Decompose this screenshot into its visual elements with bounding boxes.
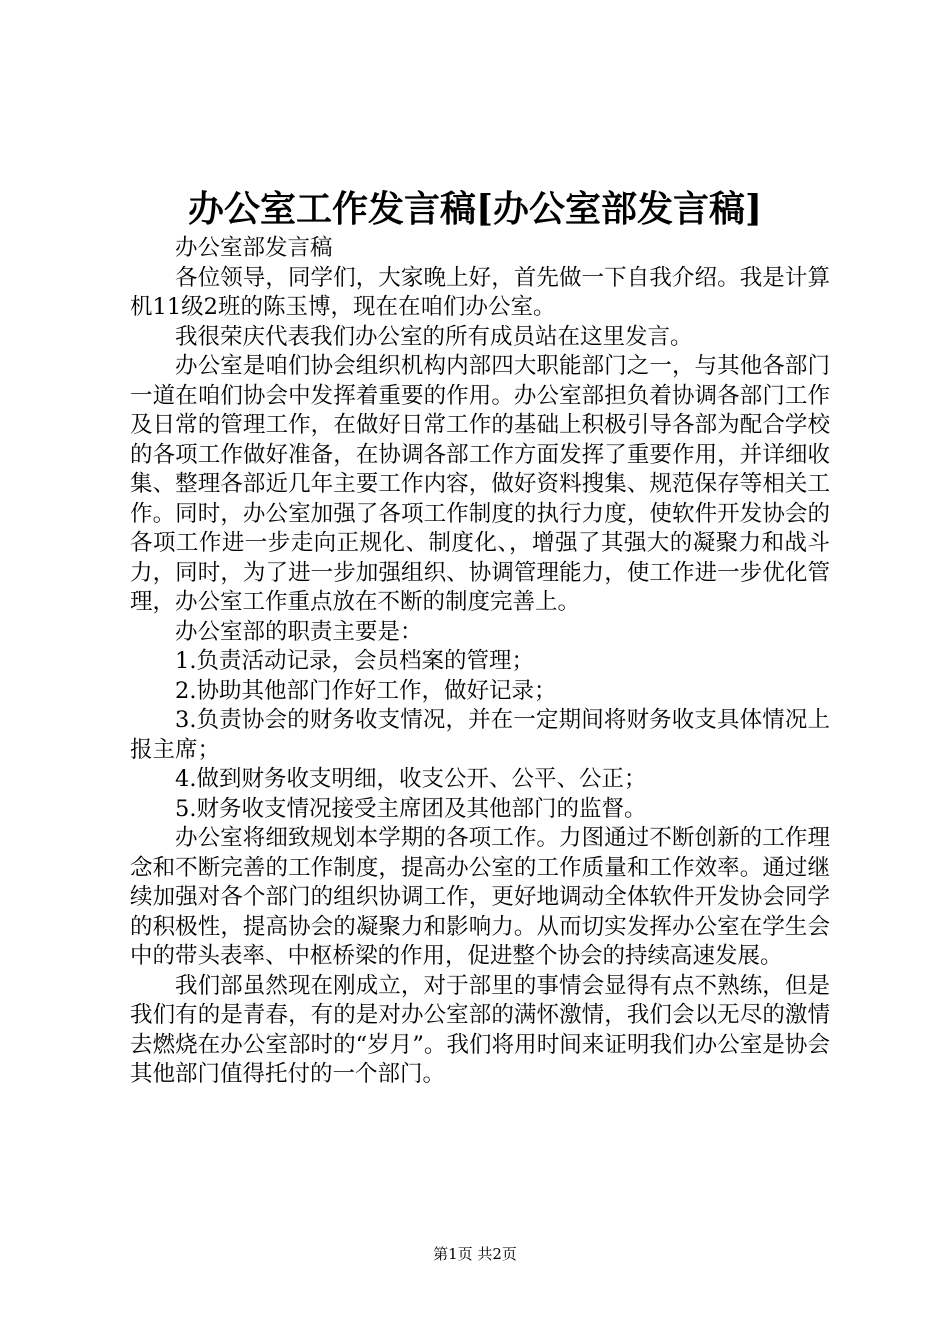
paragraph-subtitle: 办公室部发言稿 bbox=[175, 235, 333, 261]
paragraph-duty-3: 3.负责协会的财务收支情况，并在一定期间将财务收支具体情况上报主席； bbox=[130, 707, 830, 763]
document-body bbox=[130, 234, 830, 1090]
document-title: 办公室工作发言稿[办公室部发言稿] bbox=[187, 188, 763, 230]
paragraph-duty-2: 2.协助其他部门作好工作，做好记录； bbox=[175, 677, 557, 704]
paragraph-honor: 我很荣庆代表我们办公室的所有成员站在这里发言。 bbox=[175, 323, 693, 350]
paragraph-closing: 我们部虽然现在刚成立，对于部里的事情会显得有点不熟练，但是我们有的是青春，有的是对办公室部的满怀激情，我们会以无尽的激情去燃烧在办公室部时的“岁月”。我们将用时间来证明我们办公室是协会其他部门值得托付的一个部门。 bbox=[130, 972, 830, 1087]
page-number: 第1页 共2页 bbox=[433, 1245, 517, 1263]
paragraph-greeting: 各位领导，同学们，大家晚上好，首先做一下自我介绍。我是计算机11级2班的陈玉博，现在在咱们办公室。 bbox=[130, 264, 830, 320]
paragraph-duty-4: 4.做到财务收支明细，收支公开、公平、公正； bbox=[175, 766, 647, 792]
paragraph-office-intro: 办公室是咱们协会组织机构内部四大职能部门之一，与其他各部门一道在咱们协会中发挥着重要的作用。办公室部担负着协调各部门工作及日常的管理工作，在做好日常工作的基础上积极引导各部为配合学校的各项工作做好准备，在协调各部工作方面发挥了重要作用，并详细收集、整理各部近几年主要工作内容，做好资料搜集、规范保存等相关工作。同时，办公室加强了各项工作制度的执行力度，使软件开发协会的各项工作进一步走向正规化、制度化、，增强了其强大的凝聚力和战斗力，同时，为了进一步加强组织、协调管理能力，使工作进一步优化管理，办公室工作重点放在不断的制度完善上。 bbox=[130, 353, 830, 615]
paragraph-duties-heading: 办公室部的职责主要是： bbox=[175, 618, 423, 645]
paragraph-duty-1: 1.负责活动记录，会员档案的管理； bbox=[175, 648, 534, 674]
paragraph-plan: 办公室将细致规划本学期的各项工作。力图通过不断创新的工作理念和不断完善的工作制度，提高办公室的工作质量和工作效率。通过继续加强对各个部门的组织协调工作，更好地调动全体软件开发协会同学的积极性，提高协会的凝聚力和影响力。从而切实发挥办公室在学生会中的带头表率、中枢桥梁的作用，促进整个协会的持续高速发展。 bbox=[130, 825, 830, 969]
paragraph-duty-5: 5.财务收支情况接受主席团及其他部门的监督。 bbox=[175, 795, 647, 822]
